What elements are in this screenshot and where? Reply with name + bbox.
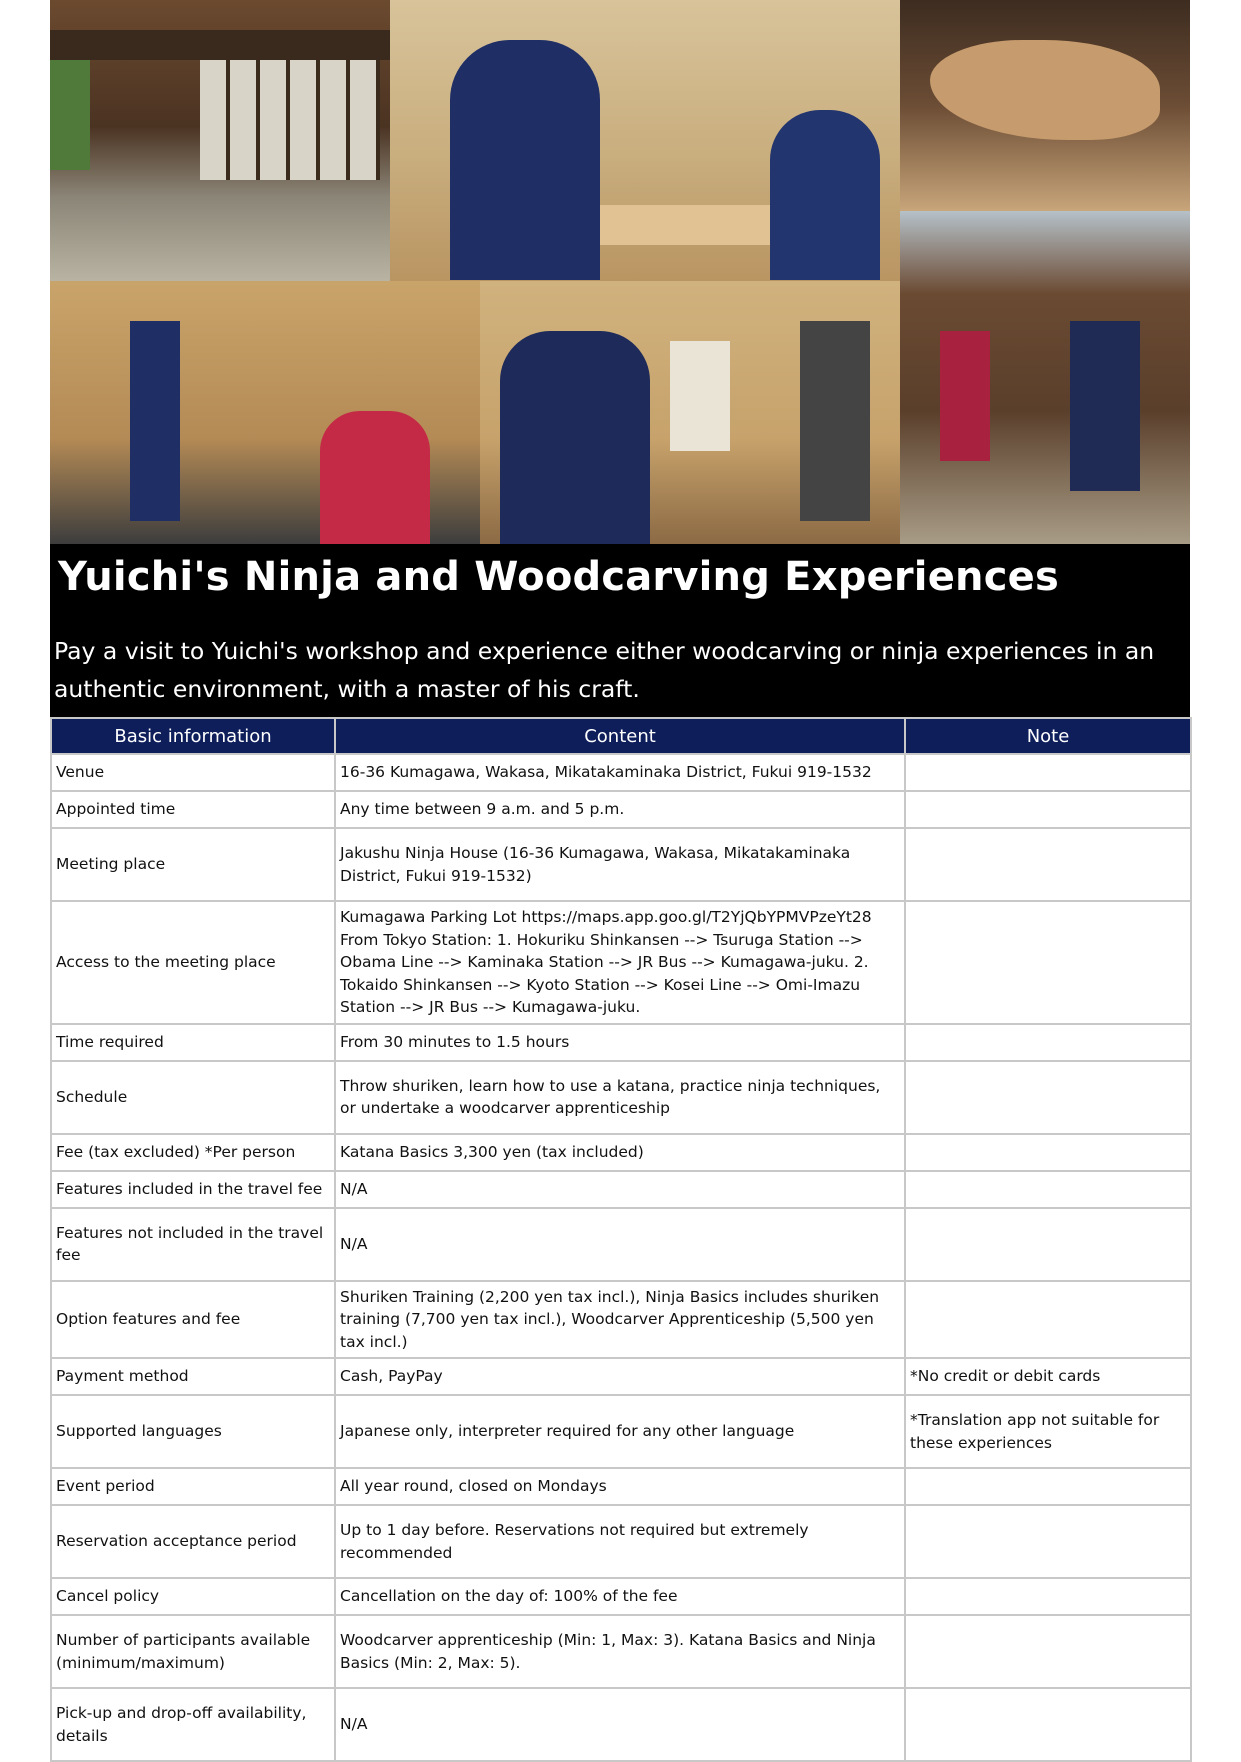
- row-label: Reservation acceptance period: [51, 1505, 335, 1578]
- table-row: [51, 1061, 1191, 1134]
- row-content: N/A: [335, 1688, 905, 1761]
- row-content: All year round, closed on Mondays: [335, 1468, 905, 1505]
- row-content: Cancellation on the day of: 100% of the fee: [335, 1578, 905, 1615]
- page-subtitle: Pay a visit to Yuichi's workshop and experience either woodcarving or ninja experiences in an authentic environment, with a master of his craft.: [54, 637, 1155, 703]
- row-note: [905, 1688, 1191, 1761]
- header-banner: [50, 544, 1190, 717]
- table-row: [51, 1505, 1191, 1578]
- table-row: [51, 1281, 1191, 1359]
- row-content: Katana Basics 3,300 yen (tax included): [335, 1134, 905, 1171]
- row-note: [905, 1208, 1191, 1281]
- row-content: From 30 minutes to 1.5 hours: [335, 1024, 905, 1061]
- row-note: *No credit or debit cards: [905, 1358, 1191, 1395]
- dojo-sword-training-photo: [50, 281, 480, 544]
- row-note: [905, 901, 1191, 1024]
- row-label: Features included in the travel fee: [51, 1171, 335, 1208]
- table-row: [51, 1468, 1191, 1505]
- row-note: *Translation app not suitable for these experiences: [905, 1395, 1191, 1468]
- row-note: [905, 1061, 1191, 1134]
- row-label: Schedule: [51, 1061, 335, 1134]
- row-note: [905, 828, 1191, 901]
- row-content: N/A: [335, 1171, 905, 1208]
- photo-collage: [50, 0, 1190, 544]
- row-note: [905, 1134, 1191, 1171]
- row-content: Cash, PayPay: [335, 1358, 905, 1395]
- row-note: [905, 1024, 1191, 1061]
- row-content: Jakushu Ninja House (16-36 Kumagawa, Wakasa, Mikatakaminaka District, Fukui 919-1532): [335, 828, 905, 901]
- table-row: [51, 1578, 1191, 1615]
- row-label: Cancel policy: [51, 1578, 335, 1615]
- row-note: [905, 1171, 1191, 1208]
- column-header-note: Note: [905, 718, 1191, 754]
- row-note: [905, 1505, 1191, 1578]
- page-title: Yuichi's Ninja and Woodcarving Experiences: [58, 554, 1059, 600]
- column-header-content: Content: [335, 718, 905, 754]
- wood-carving-sculpture-photo: [900, 0, 1190, 211]
- row-label: Appointed time: [51, 791, 335, 828]
- page: [50, 0, 1190, 1762]
- row-content: Woodcarver apprenticeship (Min: 1, Max: 3). Katana Basics and Ninja Basics (Min: 2, Max: 5).: [335, 1615, 905, 1688]
- table-row: [51, 1688, 1191, 1761]
- row-label: Supported languages: [51, 1395, 335, 1468]
- table-row: [51, 1615, 1191, 1688]
- table-row: [51, 754, 1191, 791]
- row-note: [905, 754, 1191, 791]
- table-row: [51, 1171, 1191, 1208]
- row-content: N/A: [335, 1208, 905, 1281]
- row-label: Event period: [51, 1468, 335, 1505]
- row-label: Pick-up and drop-off availability, details: [51, 1688, 335, 1761]
- row-note: [905, 1468, 1191, 1505]
- row-label: Meeting place: [51, 828, 335, 901]
- row-label: Features not included in the travel fee: [51, 1208, 335, 1281]
- row-content: Any time between 9 a.m. and 5 p.m.: [335, 791, 905, 828]
- row-content: Shuriken Training (2,200 yen tax incl.), Ninja Basics includes shuriken training (7,700 yen tax incl.), Woodcarver Apprenticeship (5,500 yen tax incl.): [335, 1281, 905, 1359]
- seated-katana-lesson-photo: [480, 281, 900, 544]
- table-row: [51, 901, 1191, 1024]
- row-label: Fee (tax excluded) *Per person: [51, 1134, 335, 1171]
- row-content: Throw shuriken, learn how to use a katana, practice ninja techniques, or undertake a woodcarver apprenticeship: [335, 1061, 905, 1134]
- row-content: 16-36 Kumagawa, Wakasa, Mikatakaminaka District, Fukui 919-1532: [335, 754, 905, 791]
- woodcarving-lesson-photo: [390, 0, 900, 281]
- table-header-row: [51, 718, 1191, 754]
- village-katana-practice-photo: [900, 211, 1190, 544]
- row-label: Payment method: [51, 1358, 335, 1395]
- table-row: [51, 1208, 1191, 1281]
- table-row: [51, 791, 1191, 828]
- row-content: Kumagawa Parking Lot https://maps.app.goo.gl/T2YjQbYPMVPzeYt28 From Tokyo Station: 1. Hokuriku Shinkansen --> Tsuruga Station --> Obama Line --> Kaminaka Station --> JR Bus --> Kumagawa-juku. 2. Tokaido Shinkansen --> Kyoto Station --> Kosei Line --> Omi-Imazu Station --> JR Bus --> Kumagawa-juku.: [335, 901, 905, 1024]
- table-row: [51, 1395, 1191, 1468]
- table-row: [51, 1134, 1191, 1171]
- table-row: [51, 828, 1191, 901]
- row-label: Time required: [51, 1024, 335, 1061]
- table-row: [51, 1358, 1191, 1395]
- row-label: Access to the meeting place: [51, 901, 335, 1024]
- row-note: [905, 791, 1191, 828]
- table-row: [51, 1024, 1191, 1061]
- row-content: Up to 1 day before. Reservations not required but extremely recommended: [335, 1505, 905, 1578]
- column-header-basic-information: Basic information: [51, 718, 335, 754]
- row-note: [905, 1281, 1191, 1359]
- row-note: [905, 1578, 1191, 1615]
- row-note: [905, 1615, 1191, 1688]
- row-label: Number of participants available (minimum/maximum): [51, 1615, 335, 1688]
- row-label: Option features and fee: [51, 1281, 335, 1359]
- row-label: Venue: [51, 754, 335, 791]
- basic-information-table: [50, 717, 1192, 1762]
- workshop-exterior-photo: [50, 0, 390, 281]
- row-content: Japanese only, interpreter required for any other language: [335, 1395, 905, 1468]
